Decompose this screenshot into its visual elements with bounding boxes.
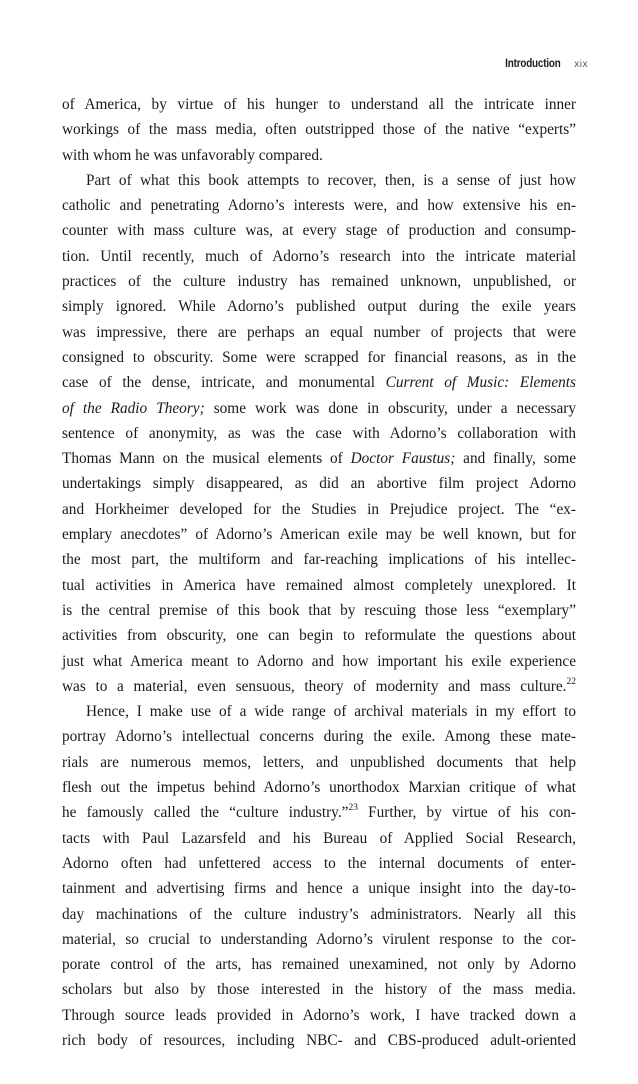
text-line xyxy=(62,421,576,446)
line-text: simply ignored. While Adorno’s published output during the exile years xyxy=(62,298,576,316)
text-line xyxy=(62,724,576,749)
line-text: was to a material, even sensuous, theory of modernity and mass culture. xyxy=(62,677,567,695)
text-line xyxy=(62,952,576,977)
text-line xyxy=(62,168,576,193)
text-line xyxy=(62,370,576,395)
text-line xyxy=(62,598,576,623)
italic-title: Current of Music: Elements xyxy=(385,374,576,392)
text-line xyxy=(62,699,576,724)
line-text: just what America meant to Adorno and how important his exile experience xyxy=(62,652,576,670)
text-line xyxy=(62,117,576,142)
line-text: tual activities in America have remained almost completely unexplored. It xyxy=(62,576,576,594)
footnote-ref: 22 xyxy=(566,676,576,687)
line-text: Further, by virtue of his con- xyxy=(357,804,576,822)
text-line xyxy=(62,218,576,243)
text-line xyxy=(62,522,576,547)
line-text: case of the dense, intricate, and monumental xyxy=(62,374,386,392)
text-line xyxy=(62,547,576,572)
italic-title: Doctor Faustus; xyxy=(350,450,456,468)
line-text: emplary anecdotes” of Adorno’s American exile may be well known, but for xyxy=(62,526,576,544)
line-text: the most part, the multiform and far-reaching implications of his intellec- xyxy=(62,551,576,569)
line-text: porate control of the arts, has remained unexamined, not only by Adorno xyxy=(62,956,576,974)
line-text: practices of the culture industry has remained unknown, unpublished, or xyxy=(62,273,576,291)
text-line xyxy=(62,876,576,901)
text-line xyxy=(62,977,576,1002)
line-text: some work was done in obscurity, under a necessary xyxy=(204,399,576,417)
text-line xyxy=(62,143,576,168)
text-line xyxy=(62,244,576,269)
line-text: Hence, I make use of a wide range of archival materials in my effort to xyxy=(86,703,576,721)
footnote-ref: 23 xyxy=(348,803,358,814)
line-text: material, so crucial to understanding Adorno’s virulent response to the cor- xyxy=(62,930,576,948)
text-line xyxy=(62,649,576,674)
line-text: rich body of resources, including NBC- and CBS-produced adult-oriented xyxy=(62,1031,576,1049)
italic-title: of the Radio Theory; xyxy=(62,399,205,417)
text-line xyxy=(62,775,576,800)
line-text: consigned to obscurity. Some were scrapped for financial reasons, as in the xyxy=(62,348,576,366)
line-text: catholic and penetrating Adorno’s interests were, and how extensive his en- xyxy=(62,197,576,215)
line-text: workings of the mass media, often outstripped those of the native “experts” xyxy=(62,121,576,139)
line-text: undertakings simply disappeared, as did an abortive film project Adorno xyxy=(62,475,576,493)
text-line xyxy=(62,1003,576,1028)
line-text: flesh out the impetus behind Adorno’s unorthodox Marxian critique of what xyxy=(62,779,576,797)
text-line xyxy=(62,826,576,851)
line-text: Adorno often had unfettered access to the internal documents of enter- xyxy=(62,854,576,872)
text-line xyxy=(62,320,576,345)
text-line xyxy=(62,92,576,117)
page-number: xix xyxy=(574,59,588,70)
running-head xyxy=(493,56,588,70)
text-line xyxy=(62,902,576,927)
line-text: counter with mass culture was, at every stage of production and consump- xyxy=(62,222,576,240)
line-text: and finally, some xyxy=(455,450,577,468)
text-line xyxy=(62,750,576,775)
line-text: Through source leads provided in Adorno’s work, I have tracked down a xyxy=(62,1006,576,1024)
line-text: Part of what this book attempts to recover, then, is a sense of just how xyxy=(86,171,576,189)
text-line xyxy=(62,269,576,294)
line-text: tacts with Paul Lazarsfeld and his Bureau of Applied Social Research, xyxy=(62,829,576,847)
line-text: scholars but also by those interested in the history of the mass media. xyxy=(62,981,576,999)
text-line xyxy=(62,1028,576,1053)
text-line xyxy=(62,800,576,825)
line-text: tion. Until recently, much of Adorno’s research into the intricate material xyxy=(62,247,576,265)
text-line xyxy=(62,497,576,522)
line-text: Thomas Mann on the musical elements of xyxy=(62,450,351,468)
line-text: of America, by virtue of his hunger to understand all the intricate inner xyxy=(62,96,576,113)
line-text: activities from obscurity, one can begin to reformulate the questions about xyxy=(62,627,576,645)
text-line xyxy=(62,396,576,421)
text-line xyxy=(62,193,576,218)
line-text: was impressive, there are perhaps an equal number of projects that were xyxy=(62,323,576,341)
text-line xyxy=(62,294,576,319)
line-text: day machinations of the culture industry’s administrators. Nearly all this xyxy=(62,905,576,923)
text-line xyxy=(62,851,576,876)
line-text: tainment and advertising firms and hence a unique insight into the day-to- xyxy=(62,880,576,898)
text-line xyxy=(62,471,576,496)
line-text: is the central premise of this book that by rescuing those less “exemplary” xyxy=(62,601,576,619)
body-text xyxy=(62,92,576,1053)
text-line xyxy=(62,446,576,471)
text-line xyxy=(62,927,576,952)
line-text: rials are numerous memos, letters, and unpublished documents that help xyxy=(62,753,576,771)
running-head-title: Introduction xyxy=(504,56,561,70)
text-line xyxy=(62,674,576,699)
line-text: with whom he was unfavorably compared. xyxy=(62,146,323,164)
line-text: he famously called the “culture industry.” xyxy=(62,804,349,822)
text-line xyxy=(62,573,576,598)
text-line xyxy=(62,345,576,370)
line-text: portray Adorno’s intellectual concerns during the exile. Among these mate- xyxy=(62,728,576,746)
line-text: and Horkheimer developed for the Studies in Prejudice project. The “ex- xyxy=(62,500,576,518)
line-text: sentence of anonymity, as was the case with Adorno’s collaboration with xyxy=(62,424,576,442)
text-line xyxy=(62,623,576,648)
